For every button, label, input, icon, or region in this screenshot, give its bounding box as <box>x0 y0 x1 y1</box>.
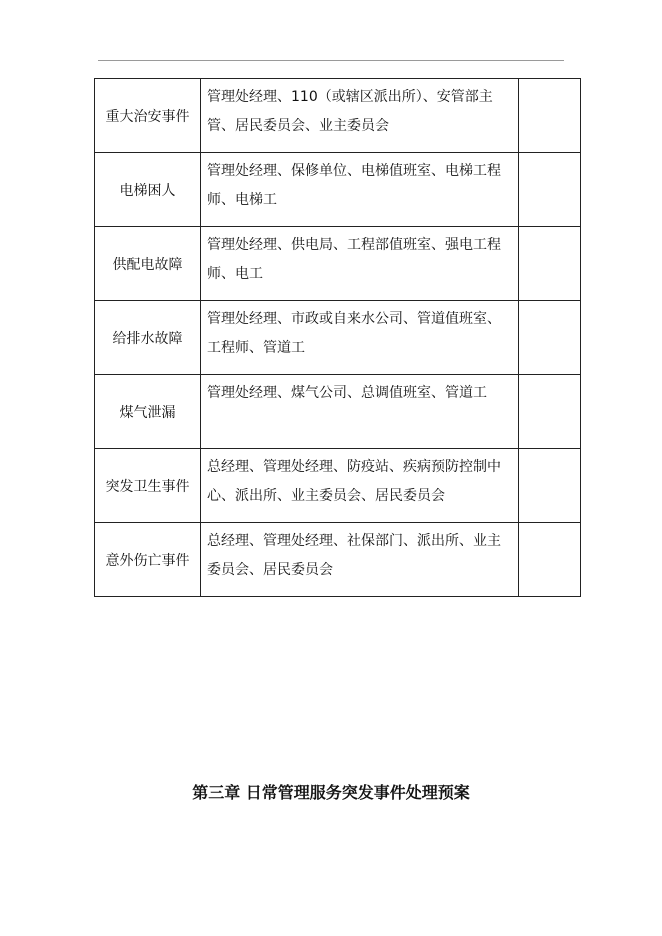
table-row <box>95 79 581 153</box>
empty-cell <box>519 523 581 597</box>
contacts-cell: 总经理、管理处经理、社保部门、派出所、业主委员会、居民委员会 <box>201 523 519 597</box>
contacts-cell: 管理处经理、煤气公司、总调值班室、管道工 <box>201 375 519 449</box>
empty-cell <box>519 79 581 153</box>
event-type-cell: 意外伤亡事件 <box>95 523 201 597</box>
empty-cell <box>519 375 581 449</box>
emergency-contacts-table <box>94 78 581 597</box>
contacts-cell: 管理处经理、110（或辖区派出所）、安管部主管、居民委员会、业主委员会 <box>201 79 519 153</box>
empty-cell <box>519 449 581 523</box>
event-type-cell: 煤气泄漏 <box>95 375 201 449</box>
table-row <box>95 375 581 449</box>
header-rule <box>98 60 564 61</box>
empty-cell <box>519 153 581 227</box>
event-type-cell: 重大治安事件 <box>95 79 201 153</box>
event-type-cell: 电梯困人 <box>95 153 201 227</box>
empty-cell <box>519 301 581 375</box>
empty-cell <box>519 227 581 301</box>
table-row <box>95 227 581 301</box>
chapter-title: 第三章 日常管理服务突发事件处理预案 <box>192 783 470 802</box>
table-row <box>95 523 581 597</box>
table-row <box>95 301 581 375</box>
contacts-cell: 管理处经理、供电局、工程部值班室、强电工程师、电工 <box>201 227 519 301</box>
table-row <box>95 449 581 523</box>
event-type-cell: 给排水故障 <box>95 301 201 375</box>
contacts-cell: 管理处经理、市政或自来水公司、管道值班室、工程师、管道工 <box>201 301 519 375</box>
contacts-cell: 管理处经理、保修单位、电梯值班室、电梯工程师、电梯工 <box>201 153 519 227</box>
event-type-cell: 突发卫生事件 <box>95 449 201 523</box>
contacts-cell: 总经理、管理处经理、防疫站、疾病预防控制中心、派出所、业主委员会、居民委员会 <box>201 449 519 523</box>
table-row <box>95 153 581 227</box>
event-type-cell: 供配电故障 <box>95 227 201 301</box>
